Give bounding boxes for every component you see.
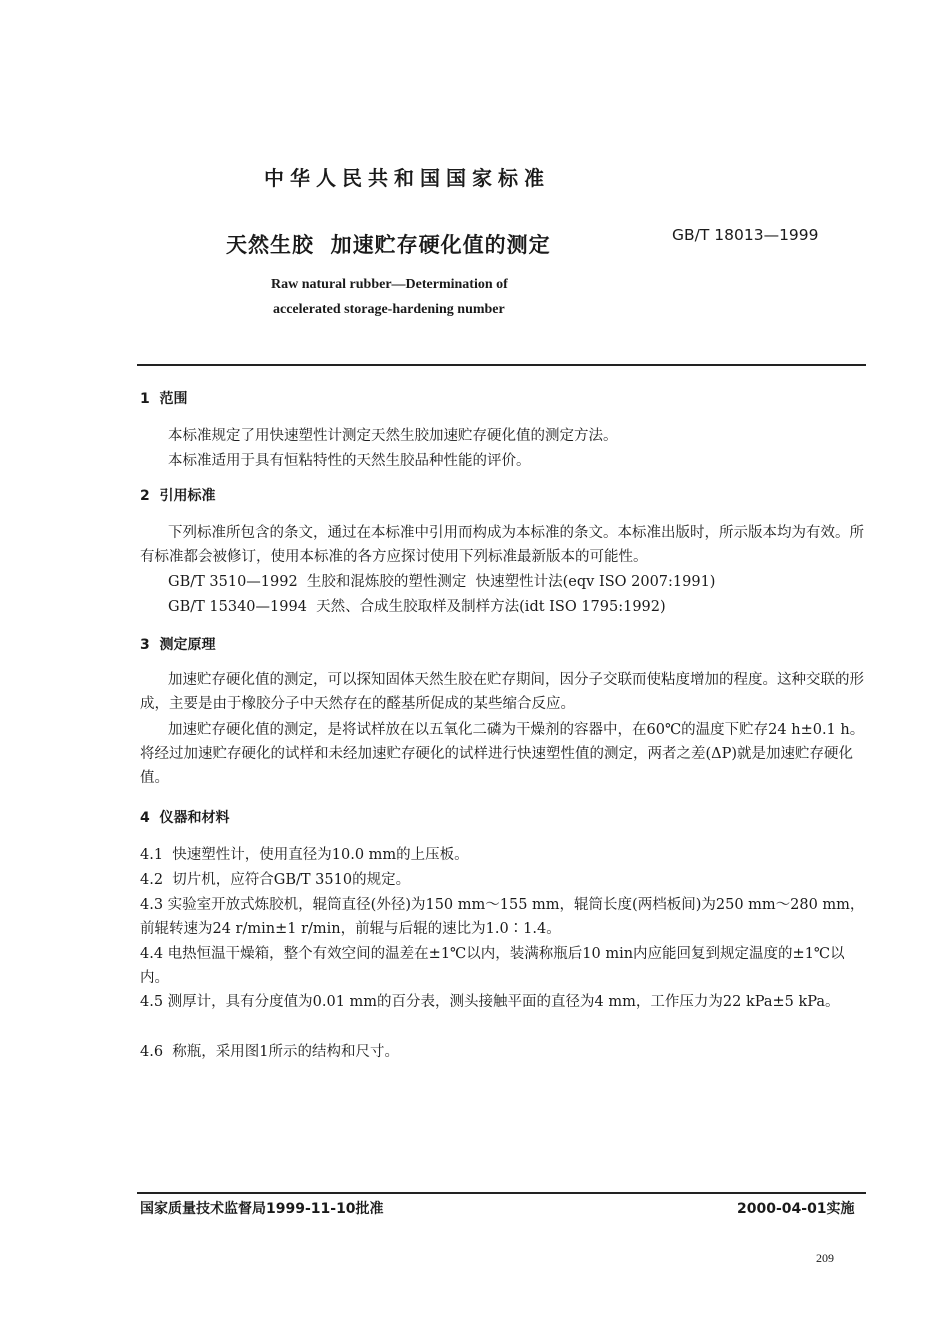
national-standard-label: 中华人民共和国国家标准: [264, 166, 550, 190]
section-1-heading: 1 范围: [140, 391, 188, 407]
page-number: 209: [816, 1251, 834, 1265]
approval-statement: 国家质量技术监督局1999-11-10批准: [140, 1201, 384, 1217]
section-4-heading: 4 仪器和材料: [140, 810, 230, 826]
section-2-reference-2: GB/T 15340—1994 天然、合成生胶取样及制样方法(idt ISO 1795:1992): [168, 599, 666, 615]
document-title-cn: 天然生胶 加速贮存硬化值的测定: [226, 233, 551, 257]
document-title-en-line2: accelerated storage-hardening number: [273, 302, 505, 317]
section-4-item-5: 4.5 测厚计，具有分度值为0.01 mm的百分表，测头接触平面的直径为4 mm，工作压力为22 kPa±5 kPa。: [140, 994, 840, 1010]
section-3-heading: 3 测定原理: [140, 637, 216, 653]
section-2-reference-1: GB/T 3510—1992 生胶和混炼胶的塑性测定 快速塑性计法(eqv ISO 2007:1991): [168, 574, 716, 590]
section-2-heading: 2 引用标准: [140, 488, 216, 504]
section-4-item-6: 4.6 称瓶，采用图1所示的结构和尺寸。: [140, 1044, 400, 1060]
section-1-paragraph-1: 本标准规定了用快速塑性计测定天然生胶加速贮存硬化值的测定方法。: [168, 428, 618, 444]
standard-code: GB/T 18013—1999: [672, 226, 819, 244]
section-1-paragraph-2: 本标准适用于具有恒粘特性的天然生胶品种性能的评价。: [168, 453, 531, 469]
section-4-item-3: 4.3 实验室开放式炼胶机，辊筒直径(外径)为150 mm～155 mm，辊筒长度(两档板间)为250 mm～280 mm，前辊转速为24 r/min±1 r/min，前辊与后辊的速比为1.0∶1.4。: [140, 897, 865, 937]
header-divider: [137, 364, 866, 366]
section-4-item-1: 4.1 快速塑性计，使用直径为10.0 mm的上压板。: [140, 847, 469, 863]
implementation-date: 2000-04-01实施: [737, 1201, 855, 1217]
section-4-item-2: 4.2 切片机，应符合GB/T 3510的规定。: [140, 872, 411, 888]
footer-divider: [137, 1192, 866, 1194]
section-4-item-4: 4.4 电热恒温干燥箱，整个有效空间的温差在±1℃以内，装满称瓶后10 min内应能回复到规定温度的±1℃以内。: [140, 946, 845, 986]
section-2-paragraph-1: 下列标准所包含的条文，通过在本标准中引用而构成为本标准的条文。本标准出版时，所示版本均为有效。所有标准都会被修订，使用本标准的各方应探讨使用下列标准最新版本的可能性。: [140, 525, 864, 565]
section-3-paragraph-2: 加速贮存硬化值的测定，是将试样放在以五氧化二磷为干燥剂的容器中，在60℃的温度下贮存24 h±0.1 h。将经过加速贮存硬化的试样和未经加速贮存硬化的试样进行快速塑性值的测定，两者之差(ΔP)就是加速贮存硬化值。: [140, 722, 865, 786]
section-3-paragraph-1: 加速贮存硬化值的测定，可以探知固体天然生胶在贮存期间，因分子交联而使粘度增加的程度。这种交联的形成，主要是由于橡胶分子中天然存在的醛基所促成的某些缩合反应。: [140, 672, 864, 712]
document-title-en-line1: Raw natural rubber—Determination of: [271, 277, 508, 292]
